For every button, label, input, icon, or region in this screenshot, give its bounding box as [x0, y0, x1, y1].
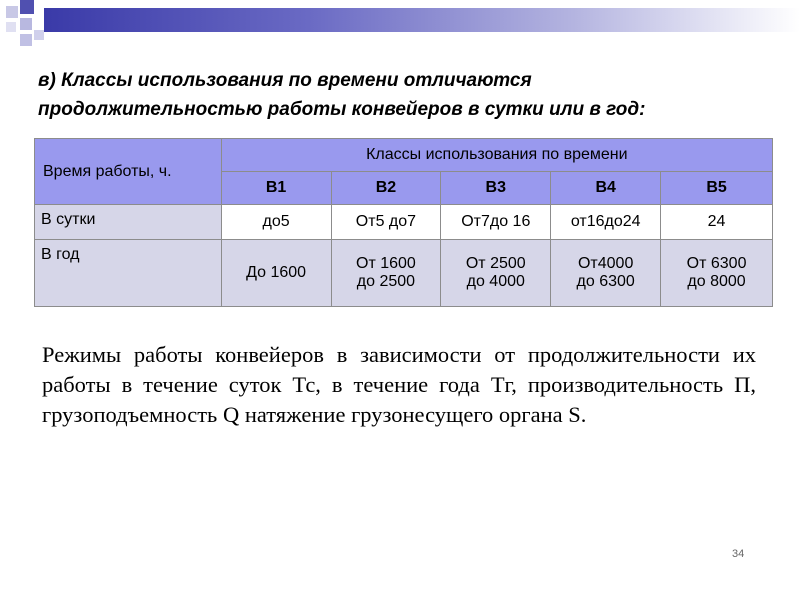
cell-line: до 2500 — [356, 273, 416, 290]
class-header-b5: В5 — [661, 172, 773, 205]
cell-line: От 2500 — [465, 255, 526, 272]
cell-line: до 4000 — [466, 273, 525, 290]
table-cell — [661, 240, 773, 307]
decor-square-3 — [20, 18, 32, 30]
class-header-b1: В1 — [221, 172, 331, 205]
table-cell — [221, 240, 331, 307]
decor-square-5 — [34, 30, 44, 40]
table-cell: От7до 16 — [441, 205, 551, 240]
cell-line: От 6300 — [686, 255, 747, 272]
decor-square-2 — [20, 0, 34, 14]
group-header-cell: Классы использования по времени — [221, 139, 772, 172]
cell-line: до 8000 — [687, 273, 746, 290]
title-line-2: продолжительностью работы конвейеров в сутки или в год: — [38, 99, 646, 120]
cell-line: От4000 — [577, 255, 634, 272]
cell-line: до 6300 — [576, 273, 635, 290]
usage-class-table — [34, 138, 773, 307]
table-row-per-year — [35, 240, 773, 307]
table-cell — [551, 240, 661, 307]
class-header-b2: В2 — [331, 172, 441, 205]
class-header-b4: В4 — [551, 172, 661, 205]
table-cell — [441, 240, 551, 307]
table-cell: 24 — [661, 205, 773, 240]
cell-line: От 1600 — [356, 255, 416, 272]
decor-square-1 — [6, 6, 18, 18]
corner-header-cell: Время работы, ч. — [35, 139, 222, 205]
slide-title — [38, 66, 778, 124]
table-row-per-day — [35, 205, 773, 240]
header-gradient-bar — [44, 8, 800, 32]
row-label-per-day: В сутки — [35, 205, 222, 240]
decor-square-4 — [6, 22, 16, 32]
class-header-b3: В3 — [441, 172, 551, 205]
title-line-1: в) Классы использования по времени отличаются — [38, 70, 532, 91]
table-cell: от16до24 — [551, 205, 661, 240]
table-cell: От5 до7 — [331, 205, 441, 240]
table-cell — [331, 240, 441, 307]
page-number: 34 — [732, 548, 745, 560]
table-cell: до5 — [221, 205, 331, 240]
row-label-per-year: В год — [35, 240, 222, 307]
decor-square-6 — [20, 34, 32, 46]
cell-line: До 1600 — [246, 264, 307, 281]
body-paragraph: Режимы работы конвейеров в зависимости от продолжительности их работы в течение суток Тс, в течение года Тг, производительность П, грузоподъемность Q натяжение грузонесущего органа S. — [42, 342, 756, 427]
